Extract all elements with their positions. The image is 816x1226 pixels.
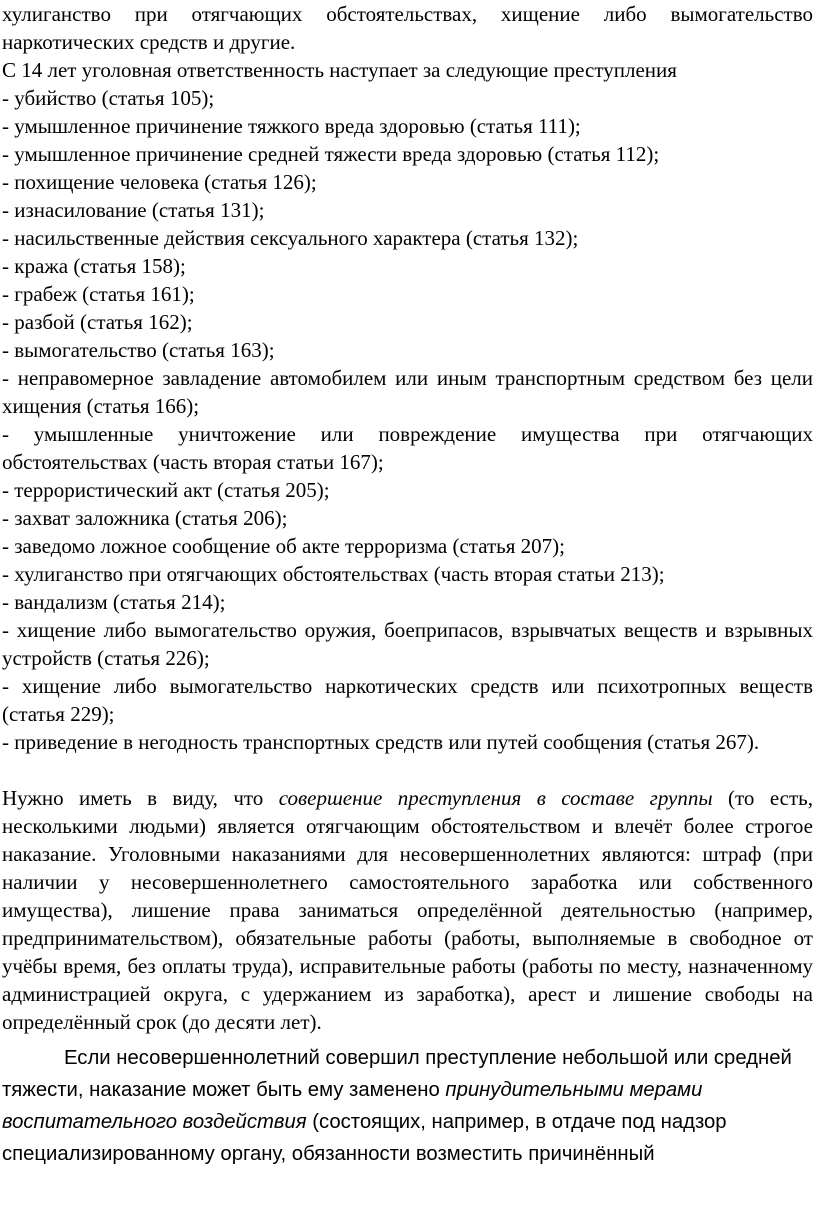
list-item: - хищение либо вымогательство наркотических средств или психотропных веществ (статья 229); (2, 674, 813, 726)
list-item: - разбой (статья 162); (2, 310, 193, 334)
replacement-note-after: (состоящих, например, в отдаче под надзор специализированному органу, обязанности возместить причинённый (2, 1111, 727, 1165)
list-item: - грабеж (статья 161); (2, 282, 195, 306)
list-item: - умышленные уничтожение или повреждение имущества при отягчающих обстоятельствах (часть вторая статьи 167); (2, 422, 813, 474)
paragraph-gap (2, 756, 813, 784)
list-item: - вандализм (статья 214); (2, 590, 226, 614)
crime-list (2, 84, 813, 756)
list-item: - вымогательство (статья 163); (2, 338, 275, 362)
list-item: - умышленное причинение средней тяжести вреда здоровью (статья 112); (2, 142, 660, 166)
list-item: - умышленное причинение тяжкого вреда здоровью (статья 111); (2, 114, 581, 138)
list-item: - заведомо ложное сообщение об акте терроризма (статья 207); (2, 534, 565, 558)
list-item: - хищение либо вымогательство оружия, боеприпасов, взрывчатых веществ и взрывных устройств (статья 226); (2, 618, 813, 670)
list-item: - похищение человека (статья 126); (2, 170, 317, 194)
group-note-paragraph (2, 784, 813, 1036)
replacement-note-before: Если несовершеннолетний совершил преступление небольшой или средней тяжести, наказание может быть ему заменено (2, 1047, 792, 1101)
list-item: - насильственные действия сексуального характера (статья 132); (2, 226, 579, 250)
intro-continuation: хулиганство при отягчающих обстоятельствах, хищение либо вымогательство наркотических средств и другие. (2, 2, 813, 54)
list-item: - захват заложника (статья 206); (2, 506, 288, 530)
group-note-emphasis: совершение преступления в составе группы (278, 786, 713, 810)
list-item: - кража (статья 158); (2, 254, 186, 278)
list-item: - неправомерное завладение автомобилем или иным транспортным средством без цели хищения (статья 166); (2, 366, 813, 418)
replacement-note-emphasis: принудительными мерами воспитательного воздействия (2, 1079, 703, 1133)
list-item: - приведение в негодность транспортных средств или путей сообщения (статья 267). (2, 730, 760, 754)
group-note-before: Нужно иметь в виду, что (2, 786, 279, 810)
replacement-note-paragraph (2, 1042, 813, 1170)
list-item: - хулиганство при отягчающих обстоятельствах (часть вторая статьи 213); (2, 562, 665, 586)
list-item: - изнасилование (статья 131); (2, 198, 265, 222)
age14-heading: С 14 лет уголовная ответственность наступает за следующие преступления (2, 58, 677, 82)
list-item: - убийство (статья 105); (2, 86, 215, 110)
list-item: - террористический акт (статья 205); (2, 478, 330, 502)
group-note-after: (то есть, несколькими людьми) является отягчающим обстоятельством и влечёт более строгое наказание. Уголовными наказаниями для несовершеннолетних являются: штраф (при наличии у несовершеннолетнего самостоятельного заработка или собственного имущества), лишение права заниматься определённой деятельностью (например, предпринимательством), обязательные работы (работы, выполняемые в свободное от учёбы время, без оплаты труда), исправительные работы (работы по месту, назначенному администрацией округа, с удержанием из заработка), арест и лишение свободы на определённый срок (до десяти лет). (2, 786, 813, 1034)
